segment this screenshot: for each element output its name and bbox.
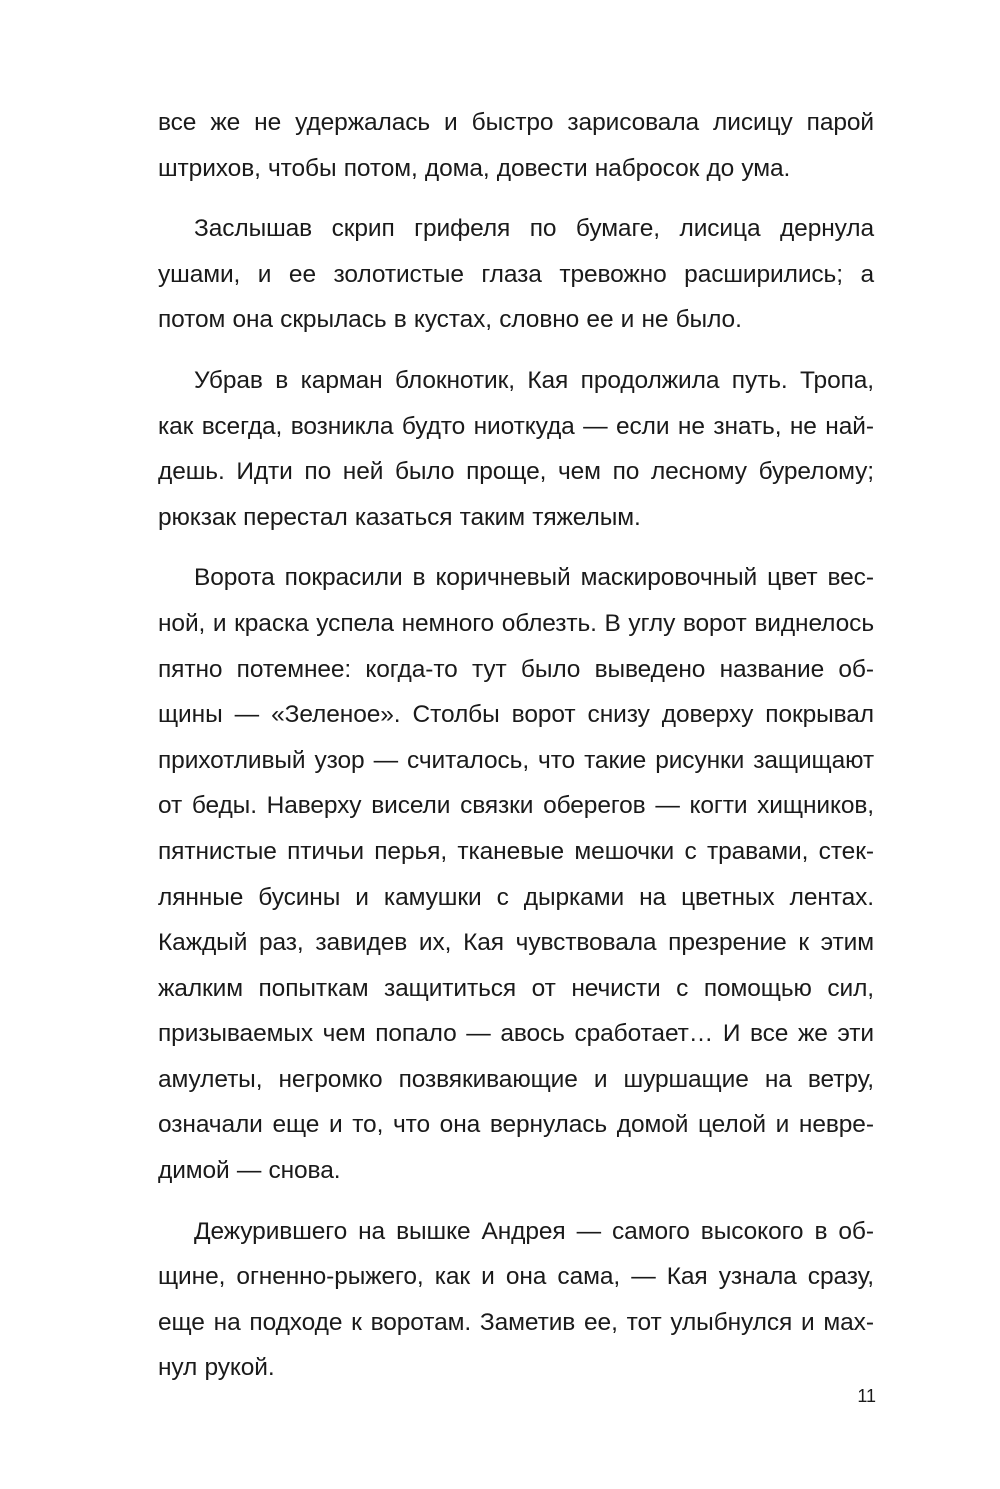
page-number: 11 (857, 1386, 876, 1406)
paragraph-1: все же не удержалась и быстро зарисовала лисицу парой штрихов, чтобы потом, дома, довести набросок до ума. (158, 109, 874, 182)
page-body (158, 100, 874, 1391)
paragraph-2: Заслышав скрип грифеля по бумаге, лисица дернула ушами, и ее золотистые глаза тревожно расширились; а потом она скрылась в кустах, словно ее и не было. (158, 215, 874, 334)
paragraph-3: Убрав в карман блокнотик, Кая продолжила путь. Тропа, как всегда, возникла будто ниоткуда — если не знать, не найдешь. Идти по ней было проще, чем по лесному бурелому; рюкзак перестал казаться таким тяжелым. (158, 366, 874, 531)
paragraph-gap (158, 343, 874, 358)
paragraph-4: Ворота покрасили в коричневый маскировочный цвет весной, и краска успела немного облезть. В углу ворот виднелось пятно потемнее: когда-то тут было выведено название общины — «Зеленое». Столбы ворот снизу доверху покрывал прихотливый узор — считалось, что такие рисунки защищают от беды. Наверху висели связки оберегов — когти хищников, пятнистые птичьи перья, тканевые мешочки с травами, стеклянные бусины и камушки с дырками на цветных лентах. Каждый раз, завидев их, Кая чувствовала презрение к этим жалким попыткам защититься от нечисти с помощью сил, призываемых чем попало — авось сработает… И все же эти амулеты, негромко позвякивающие и шуршащие на ветру, означали еще и то, что она вернулась домой целой и невредимой — снова. (158, 564, 874, 1185)
paragraph-gap (158, 540, 874, 555)
paragraph-5: Дежурившего на вышке Андрея — самого высокого в общине, огненно-рыжего, как и она сама, — Кая узнала сразу, еще на подходе к воротам. Заметив ее, тот улыбнулся и махнул рукой. (158, 1217, 874, 1382)
paragraph-gap (158, 1194, 874, 1209)
paragraph-gap (158, 191, 874, 206)
